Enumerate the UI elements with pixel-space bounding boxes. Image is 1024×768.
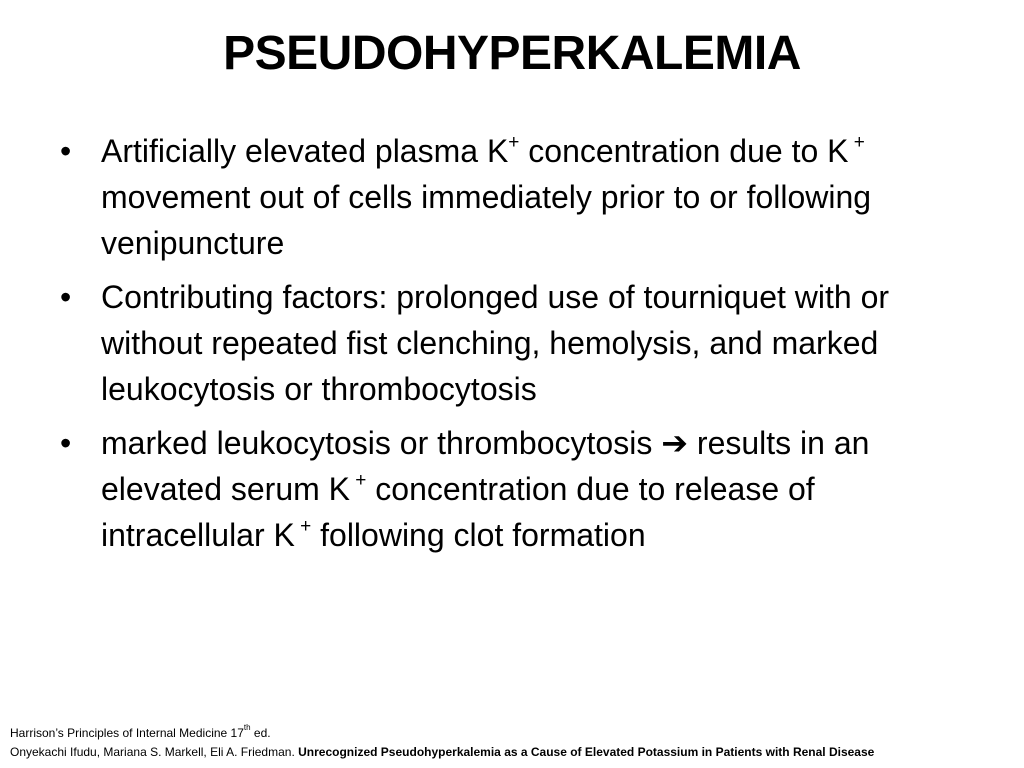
- bullet-item: [56, 420, 971, 558]
- bullet-text: results in an elevated serum K: [101, 425, 870, 507]
- reference-2: [10, 743, 874, 762]
- superscript-plus: +: [294, 516, 312, 538]
- reference-text: Harrison’s Principles of Internal Medicine 17: [10, 726, 244, 740]
- reference-title: Unrecognized Pseudohyperkalemia as a Cause of Elevated Potassium in Patients with Renal Disease: [298, 745, 875, 759]
- bullet-dot-icon: •: [60, 133, 72, 169]
- references: [10, 724, 874, 762]
- right-arrow-icon: ➔: [661, 425, 689, 461]
- reference-1: [10, 724, 874, 743]
- reference-authors: Onyekachi Ifudu, Mariana S. Markell, Eli A. Friedman.: [10, 745, 299, 759]
- superscript-plus: +: [350, 470, 367, 492]
- bullet-dot-icon: •: [60, 425, 72, 461]
- bullet-text: movement out of cells immediately prior to or following venipuncture: [101, 179, 872, 261]
- bullet-text: concentration due to K: [519, 133, 849, 169]
- bullet-item: [56, 128, 971, 266]
- bullet-text: Contributing factors: prolonged use of tourniquet with or without repeated fist clenching, hemolysis, and marked leukocytosis or thrombocytosis: [101, 279, 890, 407]
- reference-text: ed.: [250, 726, 271, 740]
- bullet-dot-icon: •: [60, 279, 72, 315]
- bullet-text: marked leukocytosis or thrombocytosis: [101, 425, 662, 461]
- bullet-text: concentration due to release of intracellular K: [101, 471, 815, 553]
- slide-title: PSEUDOHYPERKALEMIA: [223, 27, 801, 80]
- bullet-text: following clot formation: [311, 517, 646, 553]
- superscript-plus: +: [848, 132, 865, 154]
- superscript-ordinal: th: [243, 723, 251, 732]
- bullet-list: [56, 128, 971, 566]
- bullet-item: [56, 274, 971, 412]
- superscript-plus: +: [508, 132, 520, 154]
- bullet-text: Artificially elevated plasma K: [101, 133, 509, 169]
